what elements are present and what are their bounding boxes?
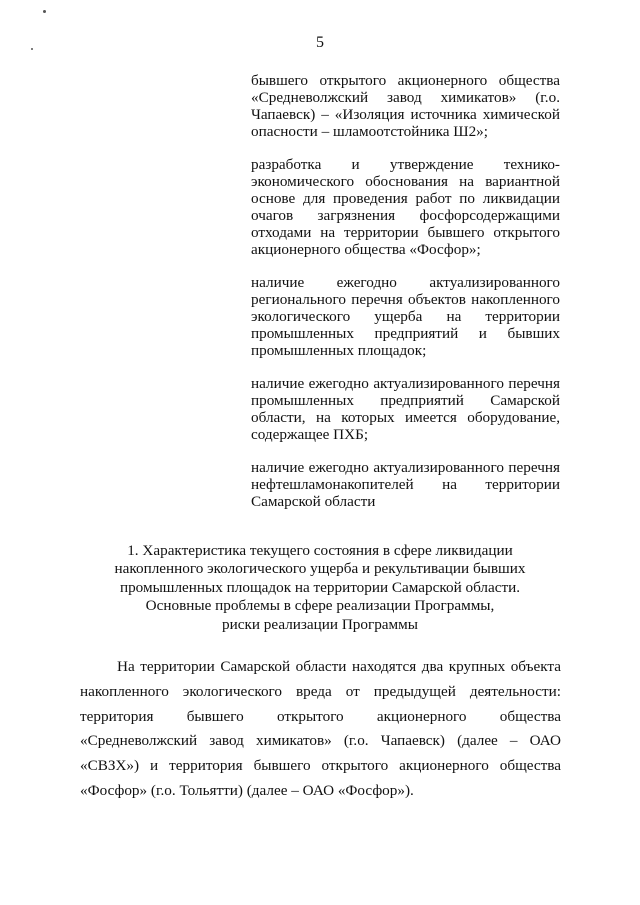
list-item: наличие ежегодно актуализированного перечня нефтешламонакопителей на территории Самарской области [251, 459, 560, 510]
section-heading [95, 542, 545, 634]
section-heading-line: промышленных площадок на территории Самарской области. [119, 578, 521, 596]
list-item: наличие ежегодно актуализированного регионального перечня объектов накопленного экологического ущерба на территории промышленных предприятий и бывших промышленных площадок; [251, 274, 560, 359]
objectives-list [251, 72, 560, 518]
section-heading-line: 1. Характеристика текущего состояния в сфере ликвидации [127, 542, 513, 559]
scan-speck [43, 10, 46, 13]
body-paragraph: На территории Самарской области находятся два крупных объекта накопленного экологического вреда от предыдущей деятельности: территория бывшего открытого акционерного общества «Средневолжский завод химикатов» (г.о. Чапаевск) (далее – ОАО «СВЗХ») и территория бывшего открытого акционерного общества «Фосфор» (г.о. Тольятти) (далее – ОАО «Фосфор»). [80, 658, 561, 799]
list-item: разработка и утверждение технико-экономического обоснования на вариантной основе для проведения работ по ликвидации очагов загрязнения фосфорсодержащими отходами на территории бывшего открытого акционерного общества «Фосфор»; [251, 156, 560, 258]
page-number: 5 [316, 34, 324, 51]
list-item: бывшего открытого акционерного общества «Средневолжский завод химикатов» (г.о. Чапаевск) – «Изоляция источника химической опасности – шламоотстойника Ш2»; [251, 72, 560, 140]
section-heading-line: Основные проблемы в сфере реализации Программы, [145, 597, 495, 615]
list-item: наличие ежегодно актуализированного перечня промышленных предприятий Самарской области, на которых имеется оборудование, содержащее ПХБ; [251, 375, 560, 443]
section-heading-line: риски реализации Программы [222, 615, 418, 633]
section-heading-line: накопленного экологического ущерба и рекультивации бывших [114, 560, 526, 578]
